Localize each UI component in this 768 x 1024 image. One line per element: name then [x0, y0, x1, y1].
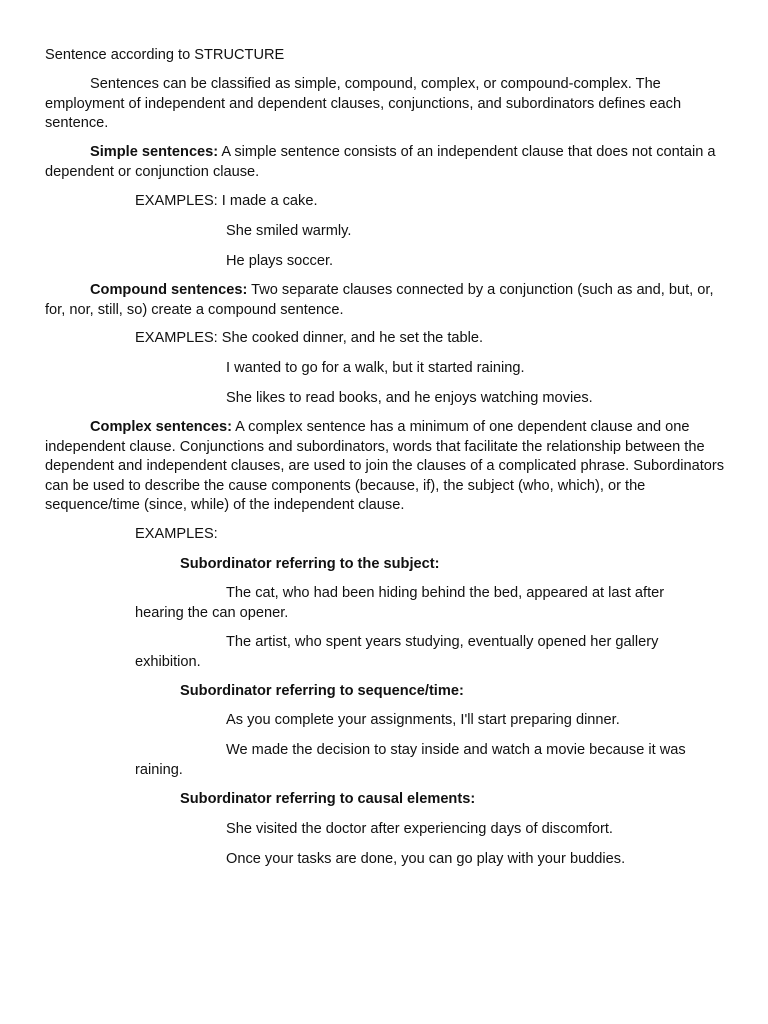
simple-heading: Simple sentences:: [90, 144, 219, 160]
simple-example-3: He plays soccer.: [226, 253, 334, 269]
compound-paragraph: [45, 281, 733, 320]
compound-example-3: She likes to read books, and he enjoys watching movies.: [226, 390, 593, 406]
subordinator-causal-label: Subordinator referring to causal elements:: [180, 791, 476, 807]
compound-example-1: She cooked dinner, and he set the table.: [221, 330, 484, 346]
causal-example-1: She visited the doctor after experiencing days of discomfort.: [226, 821, 613, 837]
compound-example-line: [135, 329, 735, 349]
complex-examples-label: EXAMPLES:: [135, 526, 218, 542]
simple-example-line: [135, 192, 735, 212]
subject-example-1: The cat, who had been hiding behind the bed, appeared at last after hearing the can opener.: [135, 585, 665, 621]
subordinator-sequence-label: Subordinator referring to sequence/time:: [180, 683, 464, 699]
compound-examples-label: EXAMPLES:: [135, 330, 222, 346]
simple-example-2: She smiled warmly.: [226, 223, 352, 239]
compound-example-2: I wanted to go for a walk, but it started raining.: [226, 360, 525, 376]
subject-example-2: The artist, who spent years studying, eventually opened her gallery exhibition.: [135, 634, 659, 670]
simple-paragraph: [45, 143, 733, 182]
complex-heading: Complex sentences:: [90, 419, 232, 435]
causal-example-2: Once your tasks are done, you can go play with your buddies.: [226, 851, 626, 867]
complex-paragraph: [45, 418, 733, 516]
complex-text: A complex sentence has a minimum of one dependent clause and one independent clause. Conjunctions and subordinators, words that facilitate the relationship between the dependent and independent clauses, are used to join the clauses of a complicated phrase. Subordinators can be used to describe the cause components (because, if), the subject (who, which), or the sequence/time (since, while) of the independent clause.: [45, 419, 725, 513]
sequence-example-1: As you complete your assignments, I'll start preparing dinner.: [226, 712, 620, 728]
sequence-example-2: We made the decision to stay inside and watch a movie because it was raining.: [135, 742, 686, 778]
document-title: Sentence according to STRUCTURE: [45, 47, 285, 63]
compound-heading: Compound sentences:: [90, 282, 248, 298]
simple-examples-label: EXAMPLES:: [135, 193, 222, 209]
subordinator-subject-label: Subordinator referring to the subject:: [180, 556, 440, 572]
simple-example-1: I made a cake.: [221, 193, 318, 209]
intro-paragraph: Sentences can be classified as simple, compound, complex, or compound-complex. The employment of independent and dependent clauses, conjunctions, and subordinators defines each sentence.: [45, 76, 682, 131]
compound-text: Two separate clauses connected by a conjunction (such as and, but, or, for, nor, still, so) create a compound sentence.: [45, 282, 714, 318]
simple-text: A simple sentence consists of an independent clause that does not contain a dependent or conjunction clause.: [45, 144, 716, 180]
